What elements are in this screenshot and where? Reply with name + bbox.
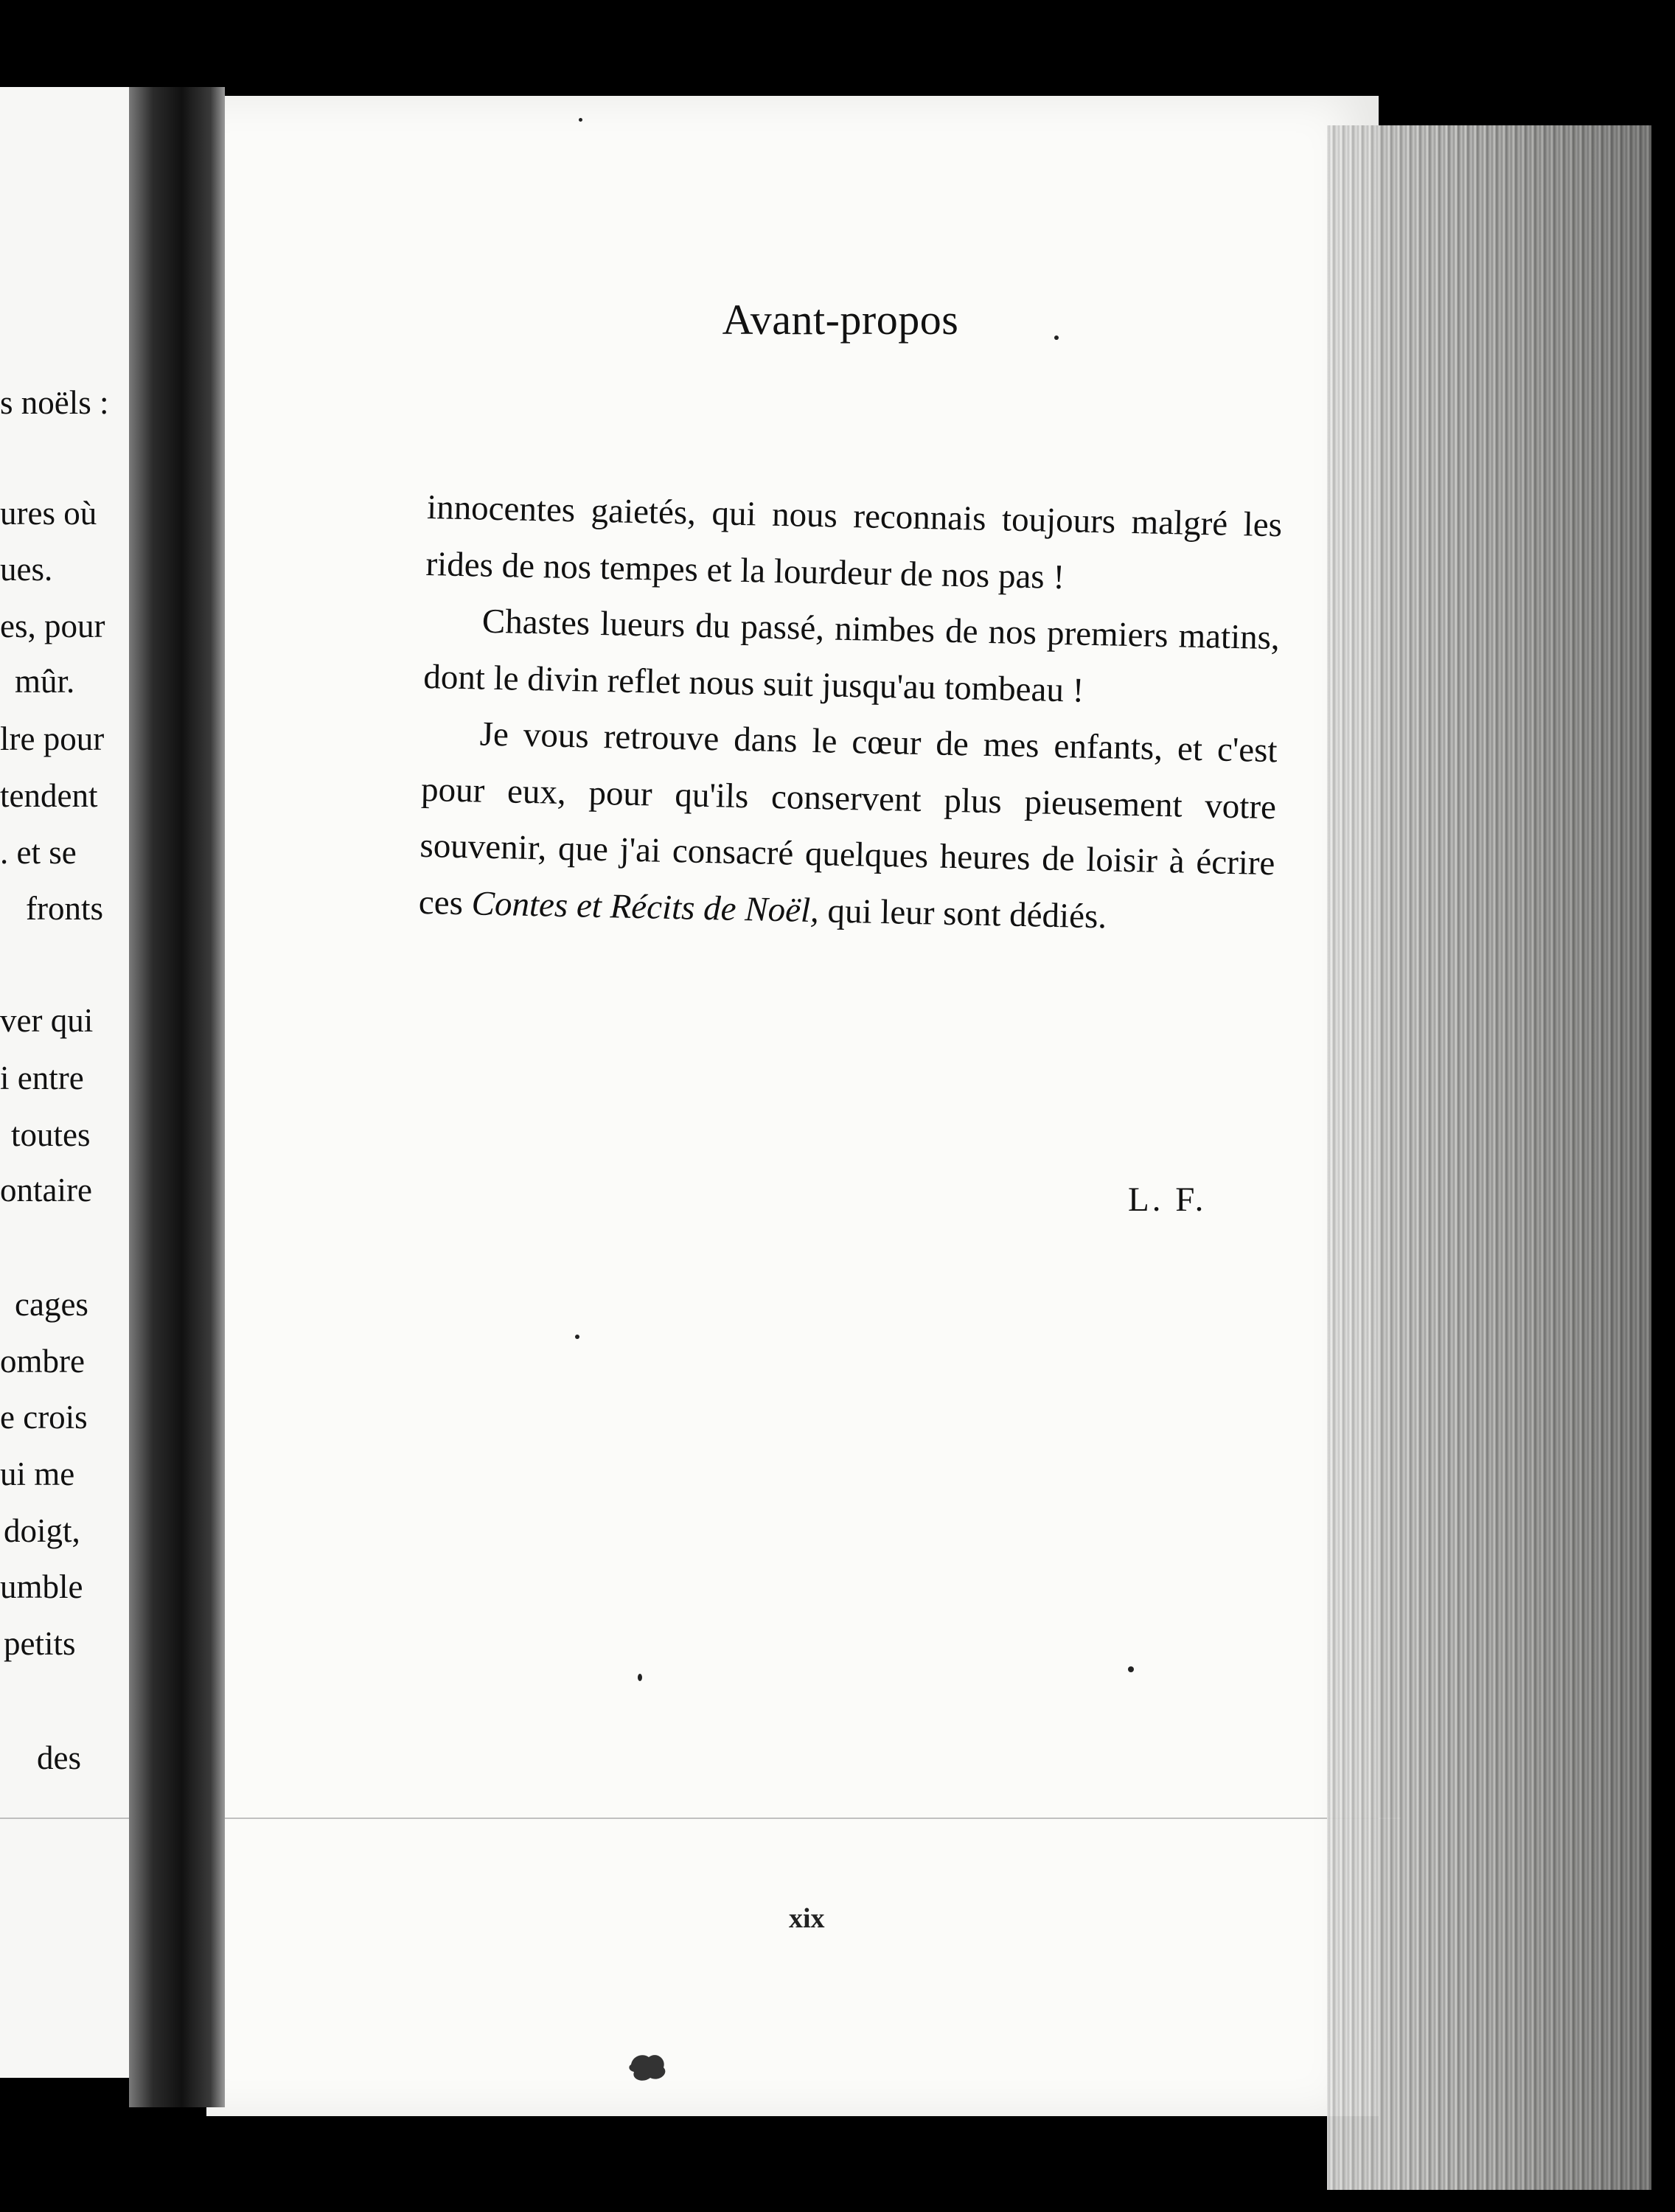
- author-initials: L. F.: [1128, 1180, 1207, 1219]
- left-fragment: ombre: [0, 1343, 85, 1380]
- page-title: Avant-propos: [722, 296, 959, 344]
- left-fragment: ver qui: [0, 1002, 94, 1039]
- main-page: [206, 96, 1379, 2116]
- page-fore-edge: [1327, 125, 1651, 2190]
- body-text: [418, 479, 1283, 948]
- speck: [1054, 335, 1059, 340]
- left-fragment: petits: [4, 1625, 76, 1662]
- paragraph: Chastes lueurs du passé, nimbes de nos premiers matins, dont le divin reflet nous suit jusqu'au tombeau !: [422, 602, 1281, 710]
- left-fragment: . et se: [0, 834, 77, 871]
- book-title-italic: Contes et Récits de Noël,: [471, 883, 820, 930]
- left-fragment: ontaire: [0, 1172, 92, 1208]
- ink-blot-mark: [627, 2050, 669, 2085]
- left-fragment: mûr.: [15, 663, 75, 700]
- left-fragment: tendent: [0, 777, 98, 814]
- left-fragment: toutes: [11, 1116, 91, 1153]
- left-fragment: s noëls :: [0, 384, 109, 421]
- left-fragment: lre pour: [0, 720, 105, 757]
- left-fragment: ues.: [0, 551, 53, 588]
- left-fragment: doigt,: [4, 1512, 80, 1549]
- book-gutter: [129, 87, 225, 2107]
- paragraph-dedication: [418, 705, 1278, 948]
- left-fragment: fronts: [26, 890, 103, 927]
- left-fragment: ures où: [0, 495, 97, 532]
- speck: [1128, 1666, 1134, 1672]
- paragraph-text: qui leur sont dédiés.: [818, 891, 1107, 936]
- left-fragment: e crois: [0, 1399, 88, 1436]
- left-fragment: umble: [0, 1568, 83, 1605]
- left-fragment: i entre: [0, 1060, 84, 1096]
- speck: [638, 1674, 642, 1681]
- speck: [575, 1335, 579, 1339]
- left-fragment: es, pour: [0, 608, 105, 644]
- paragraph: innocentes gaietés, qui nous reconnais toujours malgré les rides de nos tempes et la lourdeur de nos pas !: [425, 487, 1283, 597]
- left-fragment: ui me: [0, 1455, 75, 1492]
- left-fragment: cages: [15, 1286, 88, 1323]
- left-fragment: des: [37, 1739, 81, 1776]
- speck: [579, 118, 582, 122]
- page-number: xix: [789, 1903, 825, 1934]
- paragraph-text: Je vous retrouve dans le cœur de mes enfants, et c'est pour eux, pour qu'ils conservent plus pieusement votre souvenir, que j'ai consacré quelques heures de loisir à écrire ces: [418, 714, 1278, 922]
